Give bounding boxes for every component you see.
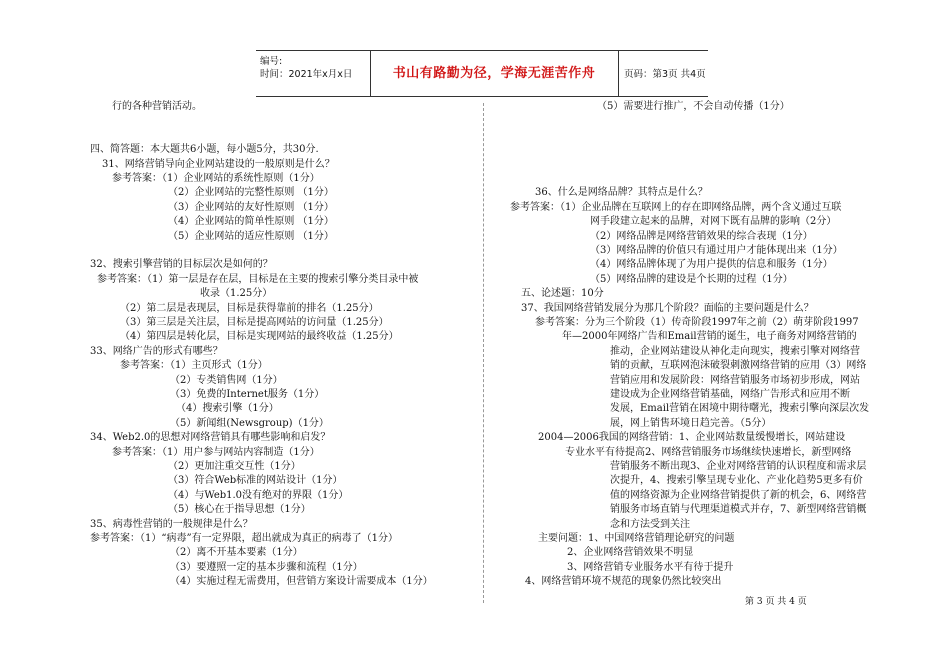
text-line: 发展，Email营销在困境中期待曙光，搜索引擎向深层次发: [610, 403, 870, 415]
text-line: （4）搜索引擎（1分）: [176, 403, 279, 415]
text-line: 3、网络营销专业服务水平有待于提升: [567, 561, 734, 573]
text-line: （5）企业网站的适应性原则 （1分）: [168, 230, 334, 242]
time-label: 时间：2021年x月x日: [260, 69, 353, 80]
text-line: 次提升，4、搜索引擎呈现专业化、产业化趋势5更多有价: [610, 475, 863, 487]
text-line: 4、网络营销环境不规范的现象仍然比较突出: [525, 576, 722, 588]
page-label: 页码：第3页 共4页: [624, 69, 706, 80]
text-line: （2）网络品牌是网络营销效果的综合表现（1分）: [590, 230, 813, 242]
text-line: 值的网络资源为企业网络营销提供了新的机会，6、网络营: [610, 489, 867, 501]
text-line: 营销服务不断出现3、企业对网络营销的认识程度和需求层: [610, 461, 867, 472]
text-line: 参考答案：（1）企业品牌在互联网上的存在即网络品牌，两个含义通过互联: [510, 201, 842, 213]
text-line: 2004—2006我国的网络营销：1、企业网站数量缓慢增长，网站建设: [538, 432, 846, 444]
text-line: 参考答案：（1）用户参与网站内容制造（1分）: [112, 446, 320, 458]
text-line: 参考答案：（1）第一层是存在层，目标是在主要的搜索引擎分类目录中被: [97, 273, 419, 285]
text-line: 参考答案：（1）“病毒”有一定界限，超出就成为真正的病毒了（1分）: [90, 533, 398, 544]
text-line: （5）需要进行推广，不会自动传播（1分）: [597, 101, 790, 112]
text-line: 37、我国网络营销发展分为那几个阶段？面临的主要问题是什么？: [521, 302, 814, 314]
text-line: 五、论述题：10分: [521, 288, 604, 300]
text-line: 主要问题：1、中国网络营销理论研究的问题: [538, 533, 735, 544]
text-line: 建设成为企业网络营销基础，网络广告形式和应用不断: [610, 389, 850, 400]
header-divider: [618, 51, 619, 96]
page-footer: 第 3 页 共 4 页: [745, 597, 807, 607]
text-line: 推动，企业网站建设从神化走向现实，搜索引擎对网络营: [610, 345, 860, 357]
text-line: 2、企业网络营销效果不明显: [567, 547, 694, 559]
text-line: （3）要遵照一定的基本步骤和流程（1分）: [170, 561, 363, 573]
text-line: （3）企业网站的友好性原则 （1分）: [168, 201, 334, 213]
text-line: 展，网上销售环境日趋完善。（5分）: [610, 417, 772, 429]
text-line: （2）企业网站的完整性原则 （1分）: [168, 187, 334, 199]
page-header: [256, 50, 708, 97]
text-line: 销服务市场直销与代理渠道模式并存，7、新型网络营销概: [610, 504, 867, 516]
text-line: （3）符合Web标准的网站设计（1分）: [168, 475, 343, 487]
text-line: 33、网络广告的形式有哪些？: [90, 345, 223, 357]
text-line: （4）第四层是转化层，目标是实现网站的最终收益（1.25分）: [120, 331, 399, 343]
text-line: 专业水平有待提高2、网络营销服务市场继续快速增长，新型网络: [565, 446, 852, 458]
text-line: （2）专类销售网（1分）: [170, 374, 283, 386]
text-line: 参考答案：（1）主页形式（1分）: [120, 360, 268, 372]
text-line: （4）实施过程无需费用，但营销方案设计需要成本（1分）: [170, 576, 433, 588]
column-divider: [483, 103, 484, 603]
text-line: （5）新闻组(Newsgroup)（1分）: [170, 417, 329, 429]
text-line: 营销应用和发展阶段：网络营销服务市场初步形成，网站: [610, 374, 860, 386]
text-line: 32、搜索引擎营销的目标层次是如何的？: [90, 259, 273, 271]
text-line: 参考答案：分为三个阶段（1）传奇阶段1997年之前（2）萌芽阶段1997: [535, 317, 859, 328]
text-line: （4）网络品牌体现了为用户提供的信息和服务（1分）: [590, 259, 833, 271]
text-line: 行的各种营销活动。: [112, 101, 202, 112]
text-line: 34、Web2.0的思想对网络营销具有哪些影响和启发？: [90, 432, 331, 444]
text-line: （4）与Web1.0没有绝对的界限（1分）: [168, 489, 349, 501]
text-line: 31、网络营销导向企业网站建设的一般原则是什么？: [102, 158, 335, 170]
text-line: 年—2000年网络广告和Email营销的诞生，电子商务对网络营销的: [562, 331, 857, 343]
text-line: （4）企业网站的简单性原则 （1分）: [168, 216, 334, 228]
header-motto: 书山有路勤为径，学海无涯苦作舟: [392, 66, 596, 81]
text-line: （2）更加注重交互性（1分）: [168, 461, 301, 472]
text-line: （5）核心在于指导思想（1分）: [168, 504, 311, 516]
text-line: （5）网络品牌的建设是个长期的过程（1分）: [590, 273, 793, 285]
text-line: （3）第三层是关注层，目标是提高网站的访问量（1.25分）: [120, 317, 389, 328]
text-line: 收录（1.25分）: [200, 288, 273, 300]
text-line: 销的贡献，互联网泡沫破裂刺激网络营销的应用（3）网络: [610, 360, 867, 372]
text-line: 网手段建立起来的品牌，对网下既有品牌的影响（2分）: [590, 216, 837, 228]
text-line: 36、什么是网络品牌？其特点是什么？: [535, 187, 708, 199]
text-line: 念和方法受到关注: [610, 518, 690, 530]
text-line: 四、简答题：本大题共6小题，每小题5分，共30分.: [90, 144, 319, 156]
header-meta: [260, 55, 352, 81]
text-line: （3）免费的Internet服务（1分）: [170, 389, 325, 400]
header-divider: [370, 51, 371, 96]
text-line: 参考答案：（1）企业网站的系统性原则（1分）: [112, 173, 320, 184]
text-line: （2）第二层是表现层，目标是获得靠前的排名（1.25分）: [120, 302, 379, 314]
text-line: 35、病毒性营销的一般规律是什么？: [90, 518, 253, 530]
text-line: （2）离不开基本要素（1分）: [170, 547, 303, 559]
number-label: 编号:: [260, 56, 283, 67]
text-line: （3）网络品牌的价值只有通过用户才能体现出来（1分）: [590, 245, 843, 256]
